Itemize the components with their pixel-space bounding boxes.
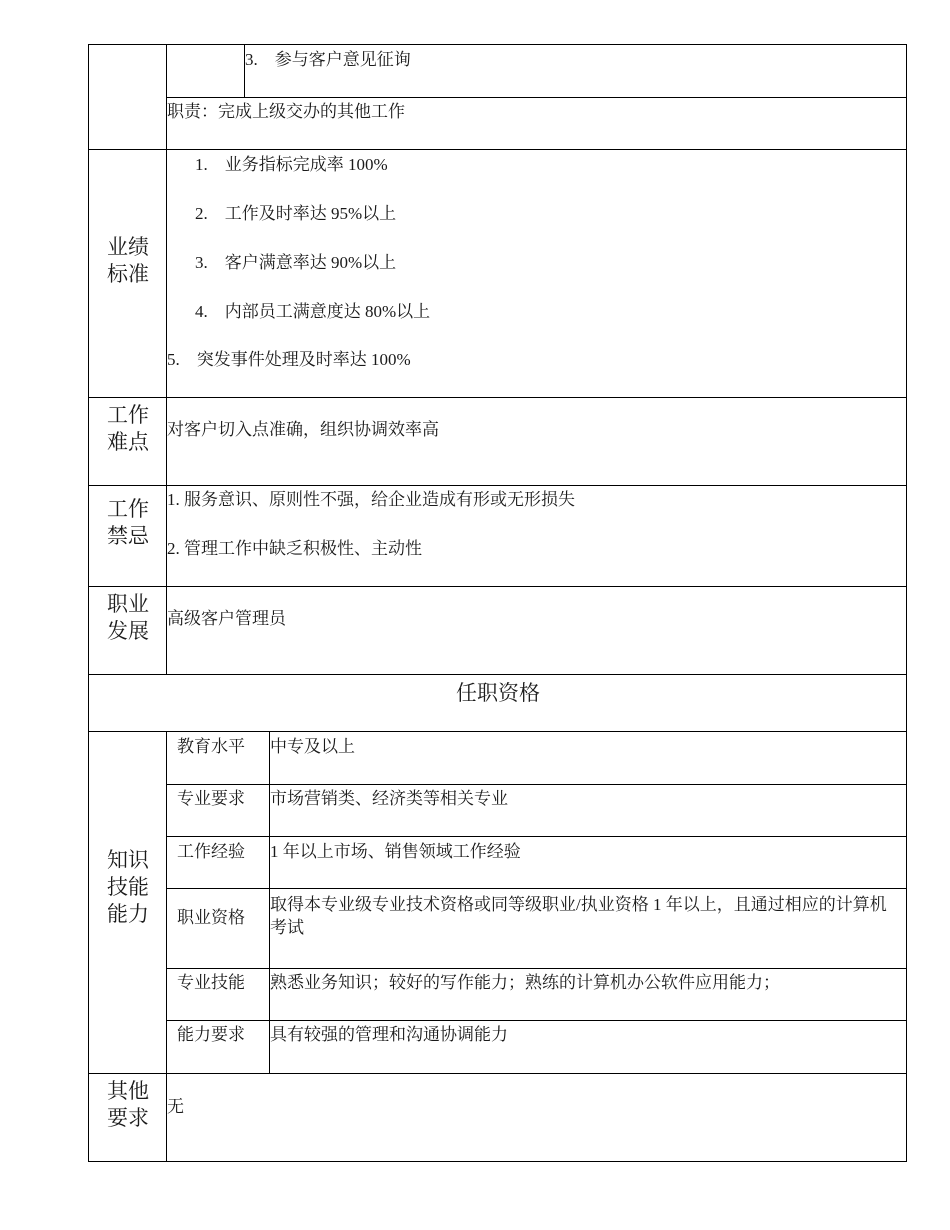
difficulty-label-line2: 难点 xyxy=(107,430,149,454)
difficulty-label xyxy=(90,402,166,456)
qualification-key: 专业技能 xyxy=(177,973,245,992)
qualifications-label-line2: 技能 xyxy=(107,875,149,899)
qualification-key: 教育水平 xyxy=(177,737,245,756)
qualification-value: 熟悉业务知识；较好的写作能力；熟练的计算机办公软件应用能力； xyxy=(270,973,780,992)
qualification-key: 专业要求 xyxy=(177,789,245,808)
qualification-key: 职业资格 xyxy=(177,908,245,927)
taboos-label-line1: 工作 xyxy=(107,497,149,521)
row-divider xyxy=(166,97,907,98)
other-text: 无 xyxy=(167,1097,184,1116)
qualification-value: 具有较强的管理和沟通协调能力 xyxy=(270,1025,508,1044)
row-divider xyxy=(166,784,907,785)
taboo-item: 2. 管理工作中缺乏积极性、主动性 xyxy=(167,539,422,558)
career-label-line2: 发展 xyxy=(107,619,149,643)
performance-label xyxy=(90,234,166,288)
row-divider xyxy=(166,888,907,889)
performance-item: 4. 内部员工满意度达 80%以上 xyxy=(195,302,431,321)
difficulty-text: 对客户切入点准确，组织协调效率高 xyxy=(167,420,439,439)
performance-item: 2. 工作及时率达 95%以上 xyxy=(195,204,397,223)
qualification-value: 取得本专业级专业技术资格或同等级职业/执业资格 1 年以上，且通过相应的计算机考试 xyxy=(270,895,887,937)
performance-item: 1. 业务指标完成率 100% xyxy=(195,155,388,174)
taboos-label-line2: 禁忌 xyxy=(107,524,149,548)
qualification-value: 市场营销类、经济类等相关专业 xyxy=(270,789,508,808)
qualification-key: 工作经验 xyxy=(177,842,245,861)
qualifications-label-line1: 知识 xyxy=(107,848,149,872)
duty-subitem: 3. 参与客户意见征询 xyxy=(245,50,411,69)
performance-label-line1: 业绩 xyxy=(107,235,149,259)
qualification-value: 1 年以上市场、销售领域工作经验 xyxy=(270,842,521,861)
qualifications-title: 任职资格 xyxy=(456,681,540,705)
performance-label-line2: 标准 xyxy=(107,262,149,286)
row-divider xyxy=(88,485,907,486)
row-divider xyxy=(166,968,907,969)
row-divider xyxy=(88,731,907,732)
career-label-line1: 职业 xyxy=(107,592,149,616)
row-divider xyxy=(88,586,907,587)
taboo-item: 1. 服务意识、原则性不强，给企业造成有形或无形损失 xyxy=(167,490,575,509)
difficulty-label-line1: 工作 xyxy=(107,403,149,427)
duty-other: 职责：完成上级交办的其他工作 xyxy=(167,102,405,121)
other-label xyxy=(90,1078,166,1132)
row-divider xyxy=(166,836,907,837)
row-divider xyxy=(88,397,907,398)
other-label-line1: 其他 xyxy=(107,1079,149,1103)
other-label-line2: 要求 xyxy=(107,1106,149,1130)
performance-item: 5. 突发事件处理及时率达 100% xyxy=(167,350,411,369)
performance-item: 3. 客户满意率达 90%以上 xyxy=(195,253,397,272)
qualifications-label xyxy=(90,847,166,928)
row-divider xyxy=(88,149,907,150)
row-divider xyxy=(166,1020,907,1021)
taboos-label xyxy=(90,496,166,550)
row-divider xyxy=(88,674,907,675)
career-text: 高级客户管理员 xyxy=(167,609,286,628)
qualifications-label-line3: 能力 xyxy=(107,902,149,926)
qualification-value: 中专及以上 xyxy=(270,737,355,756)
career-label xyxy=(90,591,166,645)
qualification-key: 能力要求 xyxy=(177,1025,245,1044)
row-divider xyxy=(88,1073,907,1074)
